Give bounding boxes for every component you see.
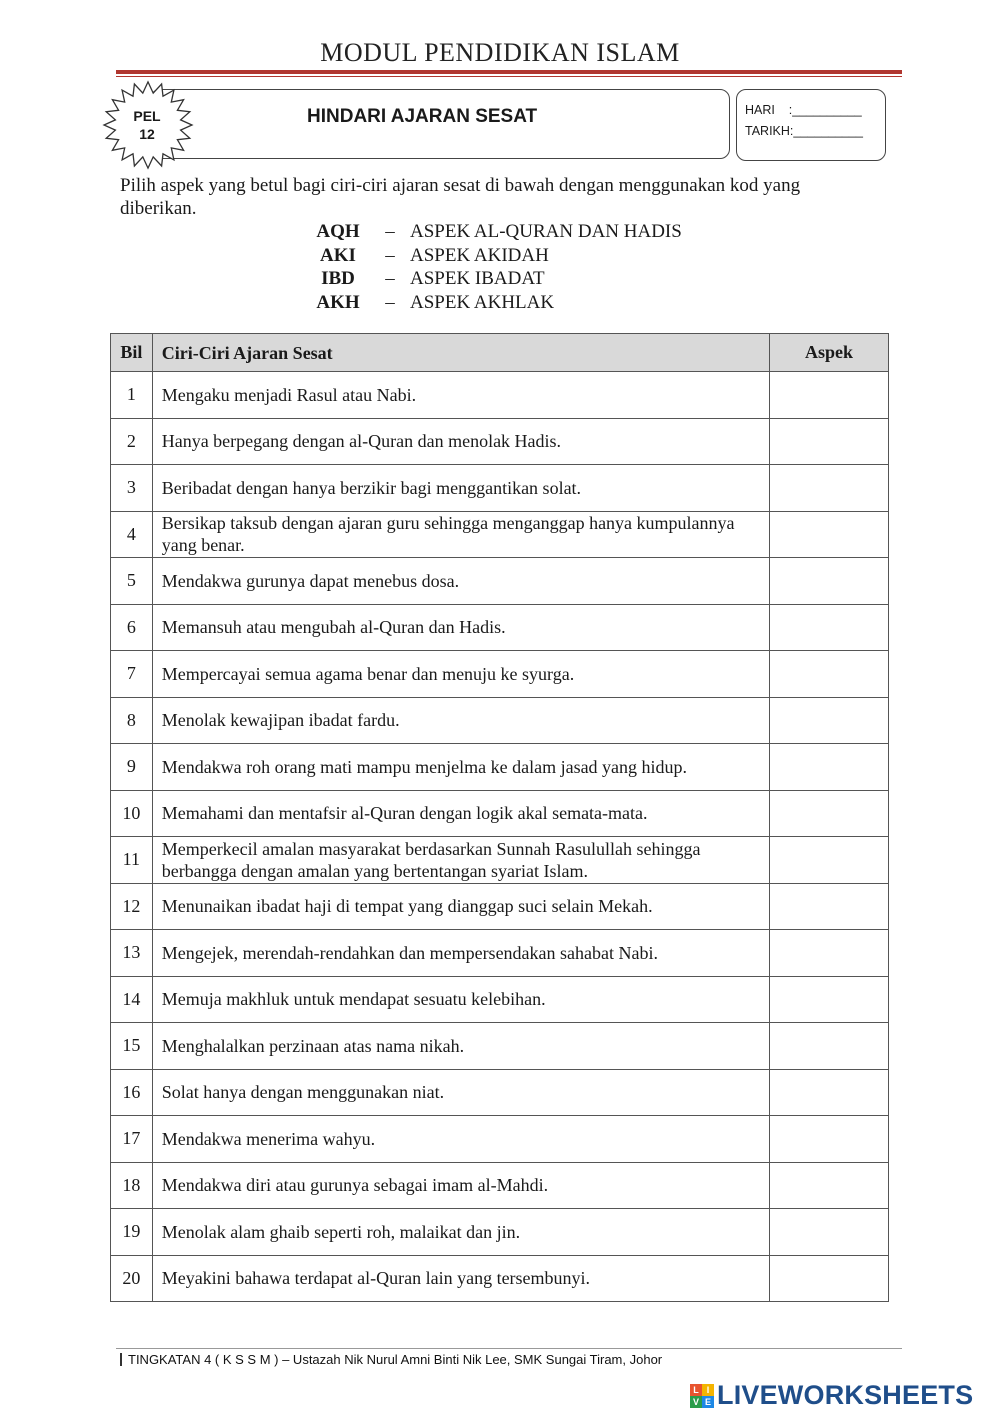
table-row bbox=[111, 1209, 889, 1256]
aspek-answer-cell[interactable] bbox=[770, 930, 889, 977]
table-row bbox=[111, 1255, 889, 1302]
row-description: Mengaku menjadi Rasul atau Nabi. bbox=[152, 372, 769, 419]
row-number: 19 bbox=[111, 1209, 153, 1256]
row-number: 2 bbox=[111, 418, 153, 465]
code-row bbox=[306, 244, 682, 268]
header-divider bbox=[116, 70, 902, 74]
table-row bbox=[111, 883, 889, 930]
aspek-answer-cell[interactable] bbox=[770, 1162, 889, 1209]
header-desc: Ciri-Ciri Ajaran Sesat bbox=[152, 334, 769, 372]
row-description: Memansuh atau mengubah al-Quran dan Hadis. bbox=[152, 604, 769, 651]
row-number: 9 bbox=[111, 744, 153, 791]
row-description: Memuja makhluk untuk mendapat sesuatu kelebihan. bbox=[152, 976, 769, 1023]
liveworksheets-mark-icon bbox=[690, 1384, 714, 1408]
table-row bbox=[111, 1116, 889, 1163]
mark-letter-v: V bbox=[690, 1396, 702, 1408]
hari-field[interactable]: HARI :__________ bbox=[745, 103, 862, 117]
table-row bbox=[111, 372, 889, 419]
row-description: Menunaikan ibadat haji di tempat yang dianggap suci selain Mekah. bbox=[152, 883, 769, 930]
mark-letter-l: L bbox=[690, 1384, 702, 1396]
table-header-row bbox=[111, 334, 889, 372]
row-number: 3 bbox=[111, 465, 153, 512]
code-key: AKH bbox=[316, 291, 360, 313]
row-description: Beribadat dengan hanya berzikir bagi menggantikan solat. bbox=[152, 465, 769, 512]
row-number: 17 bbox=[111, 1116, 153, 1163]
lesson-badge bbox=[118, 107, 176, 143]
table-row bbox=[111, 790, 889, 837]
code-meaning: ASPEK IBADAT bbox=[410, 268, 545, 289]
code-key: AKI bbox=[320, 244, 356, 266]
code-dash: – bbox=[385, 268, 395, 289]
row-description: Menolak alam ghaib seperti roh, malaikat dan jin. bbox=[152, 1209, 769, 1256]
mark-letter-i: I bbox=[702, 1384, 714, 1396]
row-description: Menolak kewajipan ibadat fardu. bbox=[152, 697, 769, 744]
instruction-text: Pilih aspek yang betul bagi ciri-ciri ajaran sesat di bawah dengan menggunakan kod yang diberikan. bbox=[120, 175, 801, 219]
row-description: Memperkecil amalan masyarakat berdasarkan Sunnah Rasulullah sehingga berbangga dengan amalan yang bertentangan syariat Islam. bbox=[152, 837, 769, 884]
row-description: Mengejek, merendah-rendahkan dan mempersendakan sahabat Nabi. bbox=[152, 930, 769, 977]
aspek-answer-cell[interactable] bbox=[770, 1069, 889, 1116]
aspek-answer-cell[interactable] bbox=[770, 1255, 889, 1302]
row-description: Hanya berpegang dengan al-Quran dan menolak Hadis. bbox=[152, 418, 769, 465]
row-number: 18 bbox=[111, 1162, 153, 1209]
code-row bbox=[306, 220, 682, 244]
code-row bbox=[306, 267, 682, 291]
row-number: 16 bbox=[111, 1069, 153, 1116]
lesson-badge-label: PEL bbox=[133, 108, 161, 124]
row-description: Mempercayai semua agama benar dan menuju ke syurga. bbox=[152, 651, 769, 698]
lesson-badge-number: 12 bbox=[139, 126, 155, 142]
row-description: Bersikap taksub dengan ajaran guru sehingga menganggap hanya kumpulannya yang benar. bbox=[152, 511, 769, 558]
code-meaning: ASPEK AL-QURAN DAN HADIS bbox=[410, 221, 682, 242]
liveworksheets-logo[interactable] bbox=[690, 1380, 973, 1411]
table-row bbox=[111, 651, 889, 698]
table-row bbox=[111, 976, 889, 1023]
mark-letter-e: E bbox=[702, 1396, 714, 1408]
aspek-answer-cell[interactable] bbox=[770, 604, 889, 651]
row-number: 5 bbox=[111, 558, 153, 605]
row-description: Mendakwa diri atau gurunya sebagai imam al-Mahdi. bbox=[152, 1162, 769, 1209]
table-row bbox=[111, 604, 889, 651]
footer-text: TINGKATAN 4 ( K S S M ) – Ustazah Nik Nurul Amni Binti Nik Lee, SMK Sungai Tiram, Johor bbox=[128, 1352, 663, 1367]
module-title: MODUL PENDIDIKAN ISLAM bbox=[320, 38, 680, 67]
aspek-answer-cell[interactable] bbox=[770, 558, 889, 605]
aspek-answer-cell[interactable] bbox=[770, 837, 889, 884]
aspek-answer-cell[interactable] bbox=[770, 651, 889, 698]
aspek-answer-cell[interactable] bbox=[770, 418, 889, 465]
row-description: Meyakini bahawa terdapat al-Quran lain yang tersembunyi. bbox=[152, 1255, 769, 1302]
code-dash: – bbox=[385, 244, 395, 266]
row-number: 6 bbox=[111, 604, 153, 651]
aspek-answer-cell[interactable] bbox=[770, 697, 889, 744]
code-key: IBD bbox=[321, 268, 355, 289]
aspek-answer-cell[interactable] bbox=[770, 1209, 889, 1256]
header-bil: Bil bbox=[111, 334, 153, 372]
aspek-answer-cell[interactable] bbox=[770, 976, 889, 1023]
code-dash: – bbox=[385, 221, 395, 242]
row-number: 1 bbox=[111, 372, 153, 419]
row-number: 13 bbox=[111, 930, 153, 977]
table-row bbox=[111, 1162, 889, 1209]
header-divider-thin bbox=[116, 76, 902, 77]
code-row bbox=[306, 291, 682, 315]
row-description: Mendakwa gurunya dapat menebus dosa. bbox=[152, 558, 769, 605]
table-row bbox=[111, 744, 889, 791]
header-aspek: Aspek bbox=[770, 334, 889, 372]
tarikh-field[interactable]: TARIKH:__________ bbox=[745, 124, 863, 138]
liveworksheets-wordmark: LIVEWORKSHEETS bbox=[717, 1380, 974, 1410]
table-row bbox=[111, 930, 889, 977]
row-number: 4 bbox=[111, 511, 153, 558]
row-number: 8 bbox=[111, 697, 153, 744]
table-row bbox=[111, 1023, 889, 1070]
aspek-answer-cell[interactable] bbox=[770, 1116, 889, 1163]
worksheet-table bbox=[110, 333, 889, 1302]
row-number: 15 bbox=[111, 1023, 153, 1070]
row-description: Mendakwa menerima wahyu. bbox=[152, 1116, 769, 1163]
row-description: Memahami dan mentafsir al-Quran dengan logik akal semata-mata. bbox=[152, 790, 769, 837]
aspek-answer-cell[interactable] bbox=[770, 372, 889, 419]
aspek-answer-cell[interactable] bbox=[770, 883, 889, 930]
row-number: 11 bbox=[111, 837, 153, 884]
aspek-answer-cell[interactable] bbox=[770, 465, 889, 512]
row-number: 10 bbox=[111, 790, 153, 837]
aspek-answer-cell[interactable] bbox=[770, 1023, 889, 1070]
row-number: 14 bbox=[111, 976, 153, 1023]
table-row bbox=[111, 837, 889, 884]
table-row bbox=[111, 697, 889, 744]
code-meaning: ASPEK AKHLAK bbox=[410, 291, 555, 313]
row-description: Menghalalkan perzinaan atas nama nikah. bbox=[152, 1023, 769, 1070]
footer bbox=[120, 1352, 662, 1367]
aspek-answer-cell[interactable] bbox=[770, 744, 889, 791]
code-legend bbox=[306, 220, 682, 314]
aspek-answer-cell[interactable] bbox=[770, 790, 889, 837]
row-description: Solat hanya dengan menggunakan niat. bbox=[152, 1069, 769, 1116]
row-description: Mendakwa roh orang mati mampu menjelma ke dalam jasad yang hidup. bbox=[152, 744, 769, 791]
footer-bar bbox=[120, 1353, 122, 1366]
lesson-title: HINDARI AJARAN SESAT bbox=[307, 106, 538, 127]
table-row bbox=[111, 511, 889, 558]
code-meaning: ASPEK AKIDAH bbox=[410, 244, 549, 266]
row-number: 20 bbox=[111, 1255, 153, 1302]
row-number: 7 bbox=[111, 651, 153, 698]
table-row bbox=[111, 465, 889, 512]
aspek-answer-cell[interactable] bbox=[770, 511, 889, 558]
code-dash: – bbox=[385, 291, 395, 313]
code-key: AQH bbox=[316, 221, 360, 242]
footer-divider bbox=[116, 1348, 902, 1349]
table-row bbox=[111, 558, 889, 605]
table-row bbox=[111, 1069, 889, 1116]
row-number: 12 bbox=[111, 883, 153, 930]
table-row bbox=[111, 418, 889, 465]
